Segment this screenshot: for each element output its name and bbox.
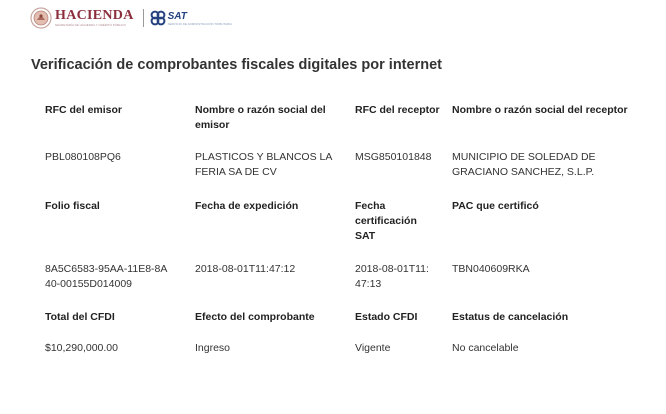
label-total: Total del CFDI [45,311,115,323]
hacienda-logo [55,9,134,27]
value-rfc-emisor: PBL080108PQ6 [45,151,121,163]
label-fecha-certificacion: Fecha certificación SAT [355,200,417,242]
label-nombre-emisor: Nombre o razón social del emisor [195,104,326,131]
value-pac: TBN040609RKA [452,263,530,275]
value-fecha-certificacion: 2018-08-01T11:47:13 [355,263,429,290]
value-nombre-emisor: PLASTICOS Y BLANCOS LA FERIA SA DE CV [195,151,332,178]
hacienda-seal-icon [30,7,52,29]
sat-logo-icon [150,10,166,26]
value-rfc-receptor: MSG850101848 [355,151,432,163]
header [30,5,232,31]
label-efecto: Efecto del comprobante [195,311,315,323]
value-estatus-cancelacion: No cancelable [452,342,519,354]
label-nombre-receptor: Nombre o razón social del receptor [452,104,628,116]
page-title: Verificación de comprobantes fiscales digitales por internet [31,57,442,73]
label-rfc-emisor: RFC del emisor [45,104,123,116]
sat-logo [168,11,232,26]
value-efecto: Ingreso [195,342,231,354]
label-estatus-cancelacion: Estatus de cancelación [452,311,569,323]
value-folio-fiscal: 8A5C6583-95AA-11E8-8A40-00155D014009 [45,263,168,290]
value-total: $10,290,000.00 [45,342,118,354]
label-fecha-expedicion: Fecha de expedición [195,200,299,212]
value-fecha-expedicion: 2018-08-01T11:47:12 [195,263,296,275]
label-pac: PAC que certificó [452,200,539,212]
value-nombre-receptor: MUNICIPIO DE SOLEDAD DE GRACIANO SANCHEZ, S.L.P. [452,151,596,178]
label-folio-fiscal: Folio fiscal [45,200,100,212]
logo-divider [143,9,144,27]
hacienda-logo-subtitle: SECRETARÍA DE HACIENDA Y CRÉDITO PÚBLICO [55,23,126,27]
sat-logo-subtitle: SERVICIO DE ADMINISTRACIÓN TRIBUTARIA [167,21,232,26]
sat-logo-text: SAT [167,10,187,22]
hacienda-logo-text: HACIENDA [55,8,134,23]
label-estado: Estado CFDI [355,311,418,323]
label-rfc-receptor: RFC del receptor [355,104,440,116]
value-estado: Vigente [355,342,391,354]
